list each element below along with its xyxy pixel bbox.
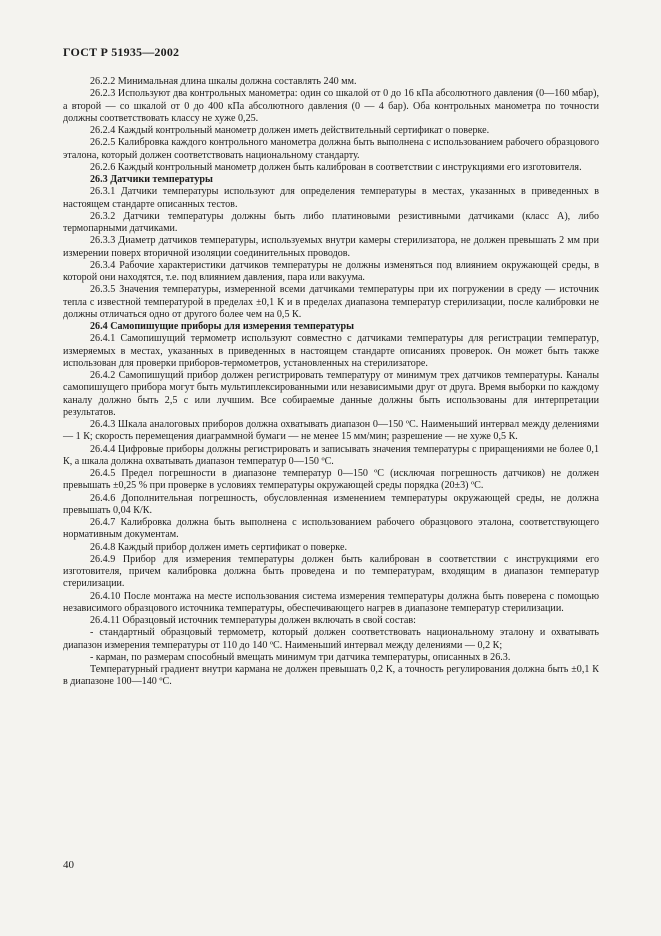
paragraph: 26.4.1 Самопишущий термометр используют совместно с датчиками температуры для регистрации температур, измеряемых в местах, указанных в приведенных в настоящем стандарте описаниях проверок. Он может быть также использован для проверки приборов-термометров, установленных на стерилизаторе. — [63, 333, 599, 369]
standard-title: ГОСТ Р 51935—2002 — [63, 45, 180, 59]
paragraph: 26.2.4 Каждый контрольный манометр должен иметь действительный сертификат о поверке. — [90, 125, 490, 136]
paragraph: 26.4.11 Образцовый источник температуры должен включать в свой состав: — [90, 615, 416, 626]
paragraph: 26.2.2 Минимальная длина шкалы должна составлять 240 мм. — [90, 76, 357, 87]
paragraph: 26.3.1 Датчики температуры используют для определения температуры в местах, указанных в приведенных в настоящем стандарте описанных тестов. — [63, 186, 599, 210]
paragraph: 26.3.4 Рабочие характеристики датчиков температуры не должны изменяться под влиянием окружающей среды, в которой они находятся, т.е. под влиянием давления, пара или вакуума. — [63, 259, 599, 283]
list-item: - стандартный образцовый термометр, который должен соответствовать национальному эталону и охватывать диапазон измерения температуры от 110 до 140 ºС. Наименьший интервал между делениями — 0,2 К; — [63, 627, 599, 651]
paragraph: 26.3.5 Значения температуры, измеренной всеми датчиками температуры при их погружении в среду — источник тепла с известной температурой в пределах ±0,1 К и в пределах диапазона температур стерилизации, после калибровки не должны отличаться одно от другого более чем на 0,5 К. — [63, 284, 599, 320]
page-number: 40 — [63, 859, 74, 871]
paragraph: 26.4.2 Самопишущий прибор должен регистрировать температуру от минимум трех датчиков температуры. Каналы самопишущего прибора могут быть мультиплексированными или независимыми друг от друга. Время выборки по каждому каналу должно быть 2,5 с или лучшим. Все собираемые данные должны быть использованы для интерпретации результатов. — [63, 370, 599, 418]
paragraph: 26.2.5 Калибровка каждого контрольного манометра должна быть выполнена с использованием рабочего образцового эталона, который должен соответствовать национальному стандарту. — [63, 137, 599, 161]
paragraph: 26.4.6 Дополнительная погрешность, обусловленная изменением температуры окружающей среды, не должна превышать 0,04 К/К. — [63, 492, 599, 516]
paragraph: 26.3.2 Датчики температуры должны быть либо платиновыми резистивными датчиками (класс А), либо термопарными датчиками. — [63, 210, 599, 234]
paragraph: 26.4.3 Шкала аналоговых приборов должна охватывать диапазон 0—150 ºС. Наименьший интервал между делениями — 1 К; скорость перемещения диаграммной бумаги — не менее 15 мм/мин; разрешение — не хуже 0,5 К. — [63, 419, 599, 443]
paragraph: 26.4.4 Цифровые приборы должны регистрировать и записывать значения температуры с приращениями не более 0,1 К, а шкала должна охватывать диапазон температур 0—150 ºС. — [63, 443, 599, 467]
paragraph: 26.4.8 Каждый прибор должен иметь сертификат о поверке. — [90, 541, 347, 553]
section-heading: 26.3 Датчики температуры — [90, 174, 213, 185]
paragraph: 26.4.9 Прибор для измерения температуры должен быть калиброван в соответствии с инструкциями его изготовителя, причем калибровка должна быть проведена и по температурам, входящим в диапазон температур стерилизации. — [63, 553, 599, 590]
section-heading: 26.4 Самопишущие приборы для измерения температуры — [90, 321, 354, 332]
list-item: - карман, по размерам способный вмещать минимум три датчика температуры, описанных в 26.3. — [90, 651, 511, 663]
paragraph: 26.4.10 После монтажа на месте использования система измерения температуры должна быть поверена с помощью независимого образцового источника температуры, обеспечивающего нагрев в диапазоне температур стерилизации. — [63, 590, 599, 614]
paragraph: 26.2.3 Используют два контрольных манометра: один со шкалой от 0 до 16 кПа абсолютного давления (0—160 мбар), а второй — со шкалой от 0 до 400 кПа абсолютного давления (0 — 4 бар). Оба контрольных манометра по точности должны соответствовать классу не хуже 0,25. — [63, 88, 599, 124]
paragraph: 26.4.7 Калибровка должна быть выполнена с использованием рабочего образцового эталона, соответствующего нормативным документам. — [63, 517, 599, 541]
paragraph: 26.4.5 Предел погрешности в диапазоне температур 0—150 ºС (исключая погрешность датчиков) не должен превышать ±0,25 % при проверке в условиях температуры окружающей среды порядка (20±3) ºС. — [63, 468, 599, 492]
paragraph: 26.3.3 Диаметр датчиков температуры, используемых внутри камеры стерилизатора, не должен превышать 2 мм при измерении поверх вторичной изоляции соединительных проводов. — [63, 235, 599, 259]
paragraph: Температурный градиент внутри кармана не должен превышать 0,2 К, а точность регулирования должна быть ±0,1 К в диапазоне 100—140 ºС. — [63, 664, 599, 688]
paragraph: 26.2.6 Каждый контрольный манометр должен быть калиброван в соответствии с инструкциями его изготовителя. — [90, 161, 582, 173]
body-text — [63, 76, 599, 689]
